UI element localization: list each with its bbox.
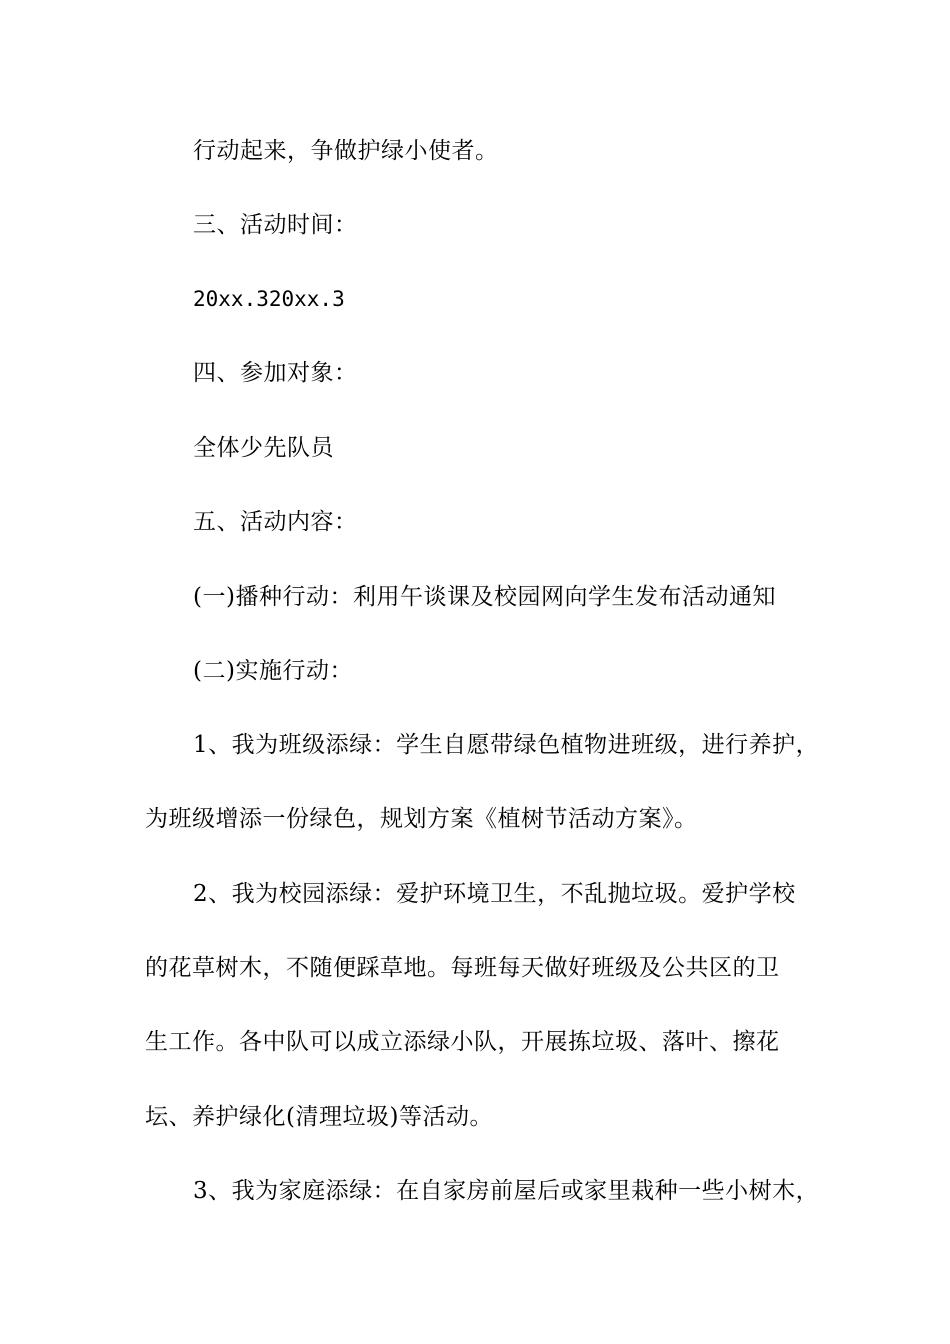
- subsection-implementation: (二)实施行动：: [193, 658, 353, 684]
- item-campus-green-cont-1: 的花草树木，不随便踩草地。每班每天做好班级及公共区的卫: [145, 955, 780, 981]
- subsection-sowing: (一)播种行动：利用午谈课及校园网向学生发布活动通知: [193, 584, 776, 610]
- activity-date: 20xx.320xx.3: [193, 287, 345, 311]
- participants-text: 全体少先队员: [193, 435, 334, 461]
- section-heading-participants: 四、参加对象：: [193, 360, 358, 386]
- item-campus-green: 2、我为校园添绿：爱护环境卫生，不乱抛垃圾。爱护学校: [193, 881, 796, 907]
- item-home-green: 3、我为家庭添绿：在自家房前屋后或家里栽种一些小树木，: [193, 1178, 820, 1204]
- item-campus-green-cont-2: 生工作。各中队可以成立添绿小队，开展拣垃圾、落叶、擦花: [145, 1029, 780, 1055]
- item-class-green: 1、我为班级添绿：学生自愿带绿色植物进班级，进行养护，: [193, 732, 820, 758]
- item-campus-green-cont-3: 坛、养护绿化(清理垃圾)等活动。: [145, 1104, 493, 1130]
- item-class-green-cont: 为班级增添一份绿色，规划方案《植树节活动方案》。: [145, 806, 698, 832]
- paragraph-line: 行动起来，争做护绿小使者。: [193, 138, 499, 164]
- section-heading-time: 三、活动时间：: [193, 212, 358, 238]
- section-heading-content: 五、活动内容：: [193, 509, 358, 535]
